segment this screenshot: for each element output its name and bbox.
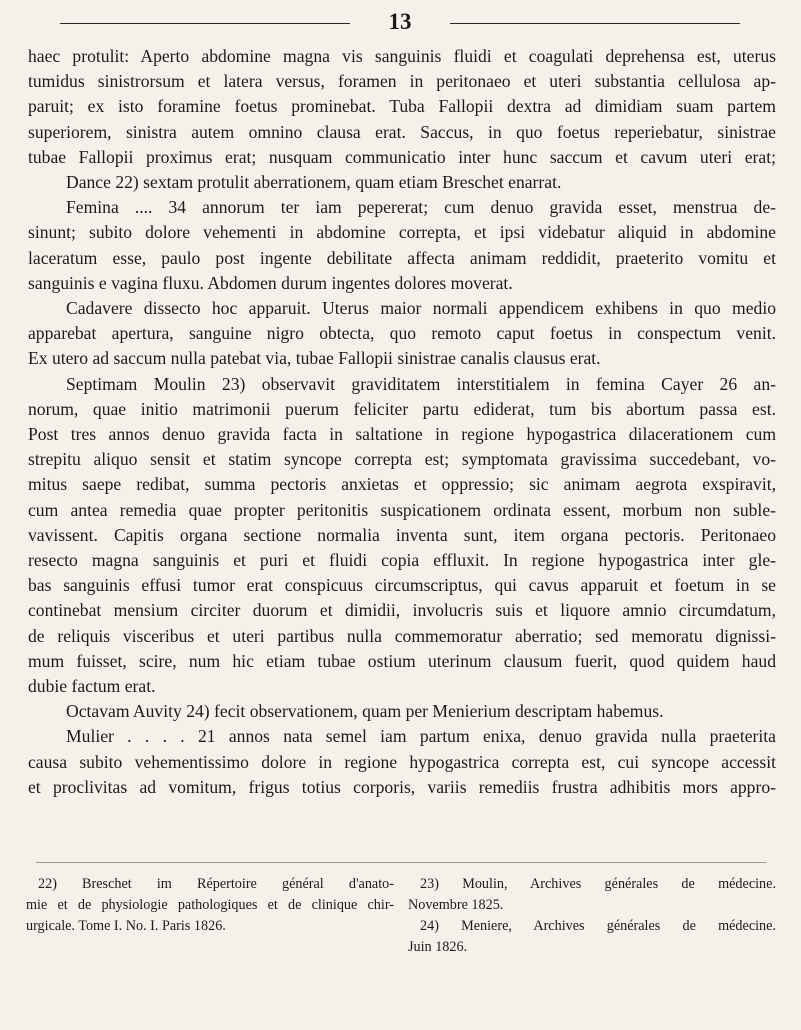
text-line: Ex utero ad saccum nulla patebat via, tubae Fallopii sinistrae canalis clausus erat. [28,348,601,369]
footnotes [26,874,776,958]
text-line: mitus saepe redibat, summa pectoris anxietas et oppressio; sic animam aegrota exspiravit, [28,474,776,495]
text-line: Octavam Auvity 24) fecit observationem, quam per Menierium descriptam habemus. [66,701,664,722]
text-line: Septimam Moulin 23) observavit graviditatem interstitialem in femina Cayer 26 an- [66,373,776,394]
text-line: Post tres annos denuo gravida facta in saltatione in regione hypogastrica dilacerationem cum [28,424,776,445]
text-line: resecto magna sanguinis et puri et fluidi copia effluxit. In regione hypogastrica inter gle- [28,550,776,571]
text-line: sinunt; subito dolore vehementi in abdomine correpta, et ipsi videbatur aliquid in abdomine [28,222,776,243]
footnote-line: 23) Moulin, Archives générales de médecine. [420,876,776,892]
footnote-line: mie et de physiologie pathologiques et de clinique chir- [26,897,394,913]
text-line: haec protulit: Aperto abdomine magna vis sanguinis fluidi et coagulati deprehensa est, uterus [28,46,776,66]
footnote-divider [36,862,766,863]
text-line: superiorem, sinistra autem omnino clausa erat. Saccus, in quo foetus reperiebatur, sinistrae [28,121,776,142]
text-line: paruit; ex isto foramine foetus prominebat. Tuba Fallopii dextra ad dimidiam suam partem [28,96,776,117]
header-rule-right [450,23,740,24]
footnote-line: 24) Meniere, Archives générales de médecine. [420,918,776,934]
text-line: Dance 22) sextam protulit aberrationem, quam etiam Breschet enarrat. [66,172,562,193]
text-line: mum fuisset, scire, num hic etiam tubae ostium uterinum clausum fuerit, quod quidem haud [28,650,776,671]
page-header [60,8,740,36]
text-line: tubae Fallopii proximus erat; nusquam communicatio inter hunc saccum et cavum uteri erat; [28,146,776,167]
text-line: vavissent. Capitis organa sectione normalia inventa sunt, item organa pectoris. Peritonaeo [28,524,776,545]
text-line: norum, quae initio matrimonii puerum feliciter partu ediderat, tum bis abortum passa est. [28,398,776,419]
text-line: strepitu aliquo sensit et statim syncope correpta est; symptomata gravissima succedebant, vo- [28,449,776,470]
text-line: Femina .... 34 annorum ter iam pepererat; cum denuo gravida esset, menstrua de- [66,197,776,218]
footnote-line: urgicale. Tome I. No. I. Paris 1826. [26,918,226,934]
footnote-line: 22) Breschet im Répertoire général d'anato- [38,876,394,892]
footnote-line: Novembre 1825. [408,897,504,913]
footnote-column-left [26,874,394,958]
text-line: causa subito vehementissimo dolore in regione hypogastrica correpta est, cui syncope accessit [28,751,776,772]
text-line: sanguinis e vagina fluxu. Abdomen durum ingentes dolores moverat. [28,272,513,293]
footnote-column-right [408,874,776,958]
text-line: de reliquis visceribus et uteri partibus nulla commemoratur aberratio; sed memoratu dignissi- [28,625,776,646]
text-line: Cadavere dissecto hoc apparuit. Uterus maior normali appendicem exhibens in quo medio [66,298,776,319]
text-line: Mulier . . . . 21 annos nata semel iam partum enixa, denuo gravida nulla praeterita [66,726,776,747]
page-number: 13 [388,9,412,34]
text-line: et proclivitas ad vomitum, frigus totius corporis, variis remediis frustra adhibitis mors appro- [28,776,776,797]
text-line: cum antea remedia quae propter peritonitis suspicationem ordinata essent, morbum non suble- [28,499,776,520]
text-line: continebat mensium circiter duorum et dimidii, involucris suis et liquore amnio circumdatum, [28,600,776,621]
text-line: apparebat apertura, sanguine nigro obtecta, quo remoto caput foetus in conspectum venit. [28,323,776,344]
text-line: dubie factum erat. [28,676,156,697]
footnote-line: Juin 1826. [408,939,468,955]
body-text [28,44,776,800]
text-line: tumidus sinistrorsum et latera versus, foramen in peritonaeo et uteri substantia cellulosa ap- [28,71,776,92]
text-line: laceratum esse, paulo post ingente debilitate affecta animam reddidit, praeterito vomitu et [28,247,776,268]
text-line: bas sanguinis effusi tumor erat conspicuus circumscriptus, qui cavus apparuit et foetum in se [28,575,776,596]
